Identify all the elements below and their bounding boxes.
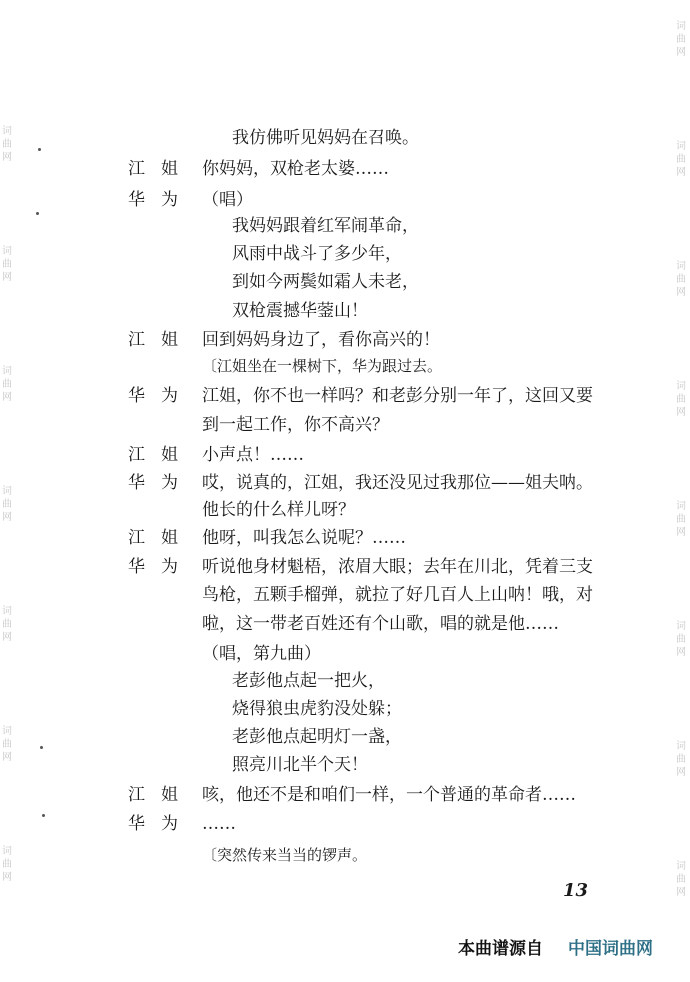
speaker-name: 江姐	[128, 785, 194, 805]
source-site-link[interactable]: 中国词曲网	[568, 939, 653, 959]
watermark-text: 词曲网	[2, 246, 12, 283]
watermark-text: 词曲网	[2, 726, 12, 763]
watermark-text: 词曲网	[676, 141, 686, 178]
watermark-text: 词曲网	[2, 126, 12, 163]
dialog-line: （唱）	[202, 190, 253, 210]
watermark-text: 词曲网	[676, 21, 686, 58]
dialog-line: 哎，说真的，江姐，我还没见过我那位——姐夫呐。	[202, 473, 593, 493]
watermark-text: 词曲网	[676, 621, 686, 658]
watermark-text: 词曲网	[2, 486, 12, 523]
lyric-line: 老彭他点起明灯一盏，	[232, 727, 402, 747]
lyric-line: 照亮川北半个天！	[232, 755, 368, 775]
dialog-line: 回到妈妈身边了，看你高兴的！	[202, 330, 440, 350]
watermark-right	[674, 0, 688, 982]
speaker-name: 江姐	[128, 528, 194, 548]
stage-direction: 〔江姐坐在一棵树下，华为跟过去。	[202, 357, 443, 375]
watermark-left	[0, 0, 14, 982]
dialog-line: 你妈妈，双枪老太婆……	[202, 159, 389, 179]
dialog-line: ……	[202, 814, 236, 834]
page-number: 13	[563, 880, 589, 901]
dialog-line: 到一起工作，你不高兴？	[202, 415, 389, 435]
watermark-text: 词曲网	[2, 606, 12, 643]
speaker-name: 华为	[128, 190, 194, 210]
dialog-line: 江姐，你不也一样吗？和老彭分别一年了，这回又要	[202, 386, 593, 406]
lyric-line: 双枪震撼华蓥山！	[232, 301, 368, 321]
stage-direction: 〔突然传来当当的锣声。	[202, 846, 368, 864]
speaker-name: 江姐	[128, 330, 194, 350]
watermark-text: 词曲网	[676, 501, 686, 538]
speaker-name: 华为	[128, 814, 194, 834]
watermark-text: 词曲网	[676, 861, 686, 898]
lyric-line: 老彭他点起一把火，	[232, 671, 385, 691]
speaker-name: 华为	[128, 386, 194, 406]
speaker-name: 华为	[128, 473, 194, 493]
watermark-text: 词曲网	[676, 261, 686, 298]
lyric-line: 风雨中战斗了多少年，	[232, 244, 402, 264]
scan-speck	[40, 746, 43, 749]
scan-speck	[36, 212, 39, 215]
dialog-line: 小声点！……	[202, 445, 304, 465]
speaker-name: 华为	[128, 557, 194, 577]
watermark-text: 词曲网	[676, 741, 686, 778]
watermark-text: 词曲网	[2, 846, 12, 883]
dialog-line: 他长的什么样儿呀？	[202, 500, 355, 520]
dialog-line: 他呀，叫我怎么说呢？……	[202, 528, 406, 548]
speaker-name: 江姐	[128, 159, 194, 179]
dialog-line: 啦，这一带老百姓还有个山歌，唱的就是他……	[202, 614, 559, 634]
scan-speck	[38, 148, 41, 151]
dialog-line: 听说他身材魁梧，浓眉大眼；去年在川北，凭着三支	[202, 557, 593, 577]
lyric-line: 到如今两鬓如霜人未老，	[232, 272, 419, 292]
dialog-line: 咳，他还不是和咱们一样，一个普通的革命者……	[202, 785, 576, 805]
dialog-line: （唱，第九曲）	[202, 644, 321, 664]
dialog-line: 鸟枪，五颗手榴弹，就拉了好几百人上山呐！哦，对	[202, 585, 593, 605]
lyric-line: 我仿佛听见妈妈在召唤。	[232, 128, 419, 148]
watermark-text: 词曲网	[2, 366, 12, 403]
watermark-text: 词曲网	[676, 381, 686, 418]
source-label: 本曲谱源自	[458, 939, 543, 959]
lyric-line: 我妈妈跟着红军闹革命，	[232, 216, 419, 236]
scan-speck	[42, 814, 45, 817]
speaker-name: 江姐	[128, 445, 194, 465]
lyric-line: 烧得狼虫虎豹没处躲；	[232, 699, 402, 719]
